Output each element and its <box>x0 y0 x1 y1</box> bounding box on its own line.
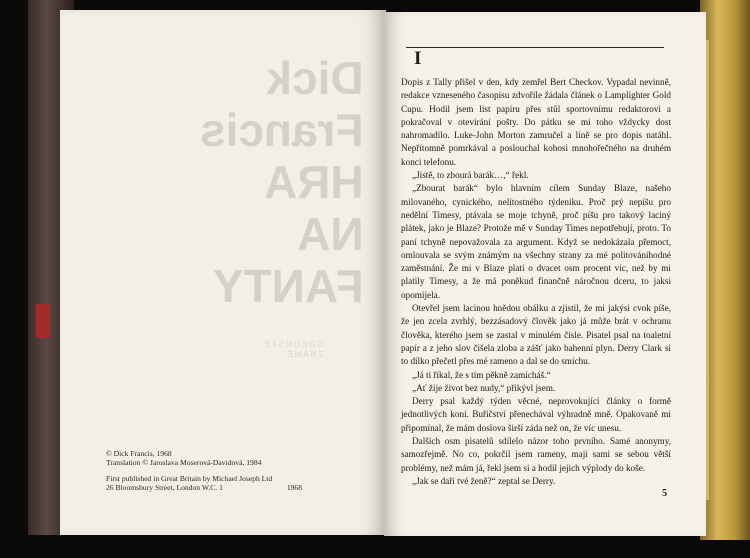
ghost-title-line: FANTY <box>212 260 364 312</box>
paragraph: „Ať žije život bez nudy,“ přikývl jsem. <box>412 382 556 393</box>
copyright-translation: Translation © Jaroslava Moserová-Davidová, 1984 <box>106 458 262 467</box>
publication-line: First published in Great Britain by Michael Joseph Ltd <box>106 474 273 483</box>
ghost-title-line: HRA <box>263 156 364 208</box>
chapter-number: I <box>414 48 422 69</box>
copyright-author: © Dick Francis, 1968 <box>106 449 172 458</box>
chapter-rule <box>406 47 664 48</box>
paragraph: Derry psal každý týden věcné, neprovokující články o formě jednotlivých koní. Buřičství přenechával výhradně mně. Opakovaně mi připomínal, že mám doslova širší záda než on, že víc unesu. <box>401 396 671 433</box>
copyright-notice <box>106 449 302 492</box>
ghost-small-line: ZNÁMÉ <box>285 350 324 359</box>
ghost-title-line: Francis <box>200 104 364 156</box>
ghost-small-line: ODEONSKÉ <box>262 340 324 349</box>
show-through-small-text <box>262 340 323 360</box>
publisher-address: 26 Bloomsbury Street, London W.C. 1 <box>106 483 223 492</box>
gilded-page-edges <box>700 0 750 540</box>
ghost-title-line: NA <box>297 208 364 260</box>
gilded-highlight <box>706 40 709 500</box>
paragraph: „Jistě, to zbourá barák…,“ řekl. <box>412 170 529 181</box>
page-number: 5 <box>662 488 667 499</box>
paragraph: „Zbourat barák“ bylo hlavním cílem Sunday Blaze, našeho milovaného, cynického, nelítostného týdeníku. Proč prý nepíšu pro nedělní Timesy, ptávala se moje tchyně, proč píšu pro takový laciný plátek, jako je Blaze? Protože mě v Sunday Times nepotřebují, proto. To paní tchyně nepovažovala za argument. Když se nedokázala přemoct, omlouvala se svým známým na všechny strany za mé politováníhodné zaměstnání. Že mi v Blaze platí o dvacet osm procent víc, než by mi platily Timesy, a že má poněkud finančně náročnou dceru, to jaksi opomíjela. <box>401 183 671 300</box>
paragraph: „Já ti říkal, že s tím pěkně zamícháš.“ <box>412 369 551 380</box>
paragraph: Dalších osm pisatelů sdílelo názor toho prvního. Samé anonymy, samozřejmě. No co, pokrčil jsem rameny, mají sami se sebou větší problémy, než mám já, řekl jsem si a hodil jejich výplody do koše. <box>401 436 671 473</box>
publication-year: 1968 <box>286 483 302 492</box>
show-through-title <box>200 52 364 312</box>
paragraph: Otevřel jsem lacinou hnědou obálku a zjistil, že mi jakýsi cvok píše, že jen zcela zvrhlý, bezzásadový člověk jako já může brát v ochranu člověka, kterého jsem se zastal v minulém čísle. Pisatel psal na toaletní papír a z jeho slov čišela zloba a zášť jako bahenní plyn. Derry Clark si to dílko přečetl přes mé rameno a dal se do smíchu. <box>401 303 671 367</box>
paragraph: Dopis z Tally přišel v den, kdy zemřel Bert Checkov. Vypadal nevinně, redakce vzneseného časopisu zdvořile žádala článek o Lamplighter Gold Cupu. Hodil jsem list papíru přes stůl sportovnímu redaktorovi a pokračoval v otevírání pošty. Do pátku se mi toho vždycky dost nahromadilo. Luke-John Morton zamručel a líně se pro dopis natáhl. Nepřítomně pomrkával a poslouchal kohosi mnohořečného na druhém konci telefonu. <box>401 77 671 167</box>
ghost-title-line: Dick <box>266 52 364 104</box>
bookmark-ribbon <box>36 304 50 338</box>
paragraph: „Jak se daří tvé ženě?“ zeptal se Derry. <box>412 475 556 486</box>
chapter-text <box>401 76 671 488</box>
